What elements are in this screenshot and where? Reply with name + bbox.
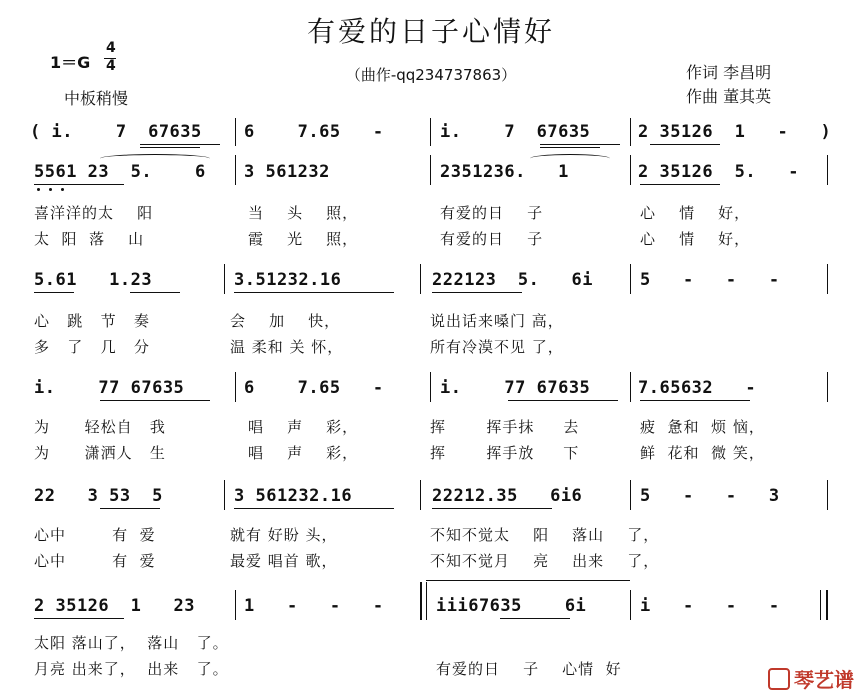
row4-measure3: i. 77 67635	[440, 378, 591, 398]
barline	[827, 264, 828, 294]
barline	[430, 118, 431, 146]
lyric-line: 为 潇洒人 生	[34, 444, 166, 462]
final-barline	[820, 590, 821, 620]
lyric-line: 心中 有 爱	[34, 526, 156, 544]
beam	[508, 400, 618, 401]
beam	[640, 400, 750, 401]
row1-measure1: ( i. 7 67635	[30, 122, 202, 142]
logo-icon	[768, 668, 790, 690]
row6-measure4: i - - -	[640, 596, 780, 616]
barline	[630, 118, 631, 146]
lyric-line: 所有冷漠不见 了，	[430, 338, 564, 356]
beam	[540, 144, 620, 145]
beam	[234, 508, 394, 509]
lyric-line: 太 阳 落 山	[34, 230, 145, 248]
lyric-line: 喜洋洋的太 阳	[34, 204, 154, 222]
song-title: 有爱的日子心情好	[306, 15, 555, 48]
lyric-line: 疲 惫和 烦 恼，	[640, 418, 765, 436]
row3-measure3: 222123 5. 6i	[432, 270, 594, 290]
row4-measure4: 7.65632 -	[638, 378, 757, 398]
barline	[630, 372, 631, 402]
final-barline	[826, 590, 828, 620]
lyric-line: 有爱的日 子	[440, 230, 544, 248]
barline	[420, 480, 421, 510]
lyric-line: 不知不觉太 阳 落山 了，	[430, 526, 660, 544]
lyric-line: 月亮 出来了， 出来 了。	[34, 660, 229, 678]
barline	[235, 590, 236, 620]
row5-measure3: 22212.35 6i6	[432, 486, 583, 506]
beam	[140, 144, 220, 145]
row2-measure3: 2351236. 1	[440, 162, 569, 182]
beam	[234, 292, 394, 293]
low-octave-dot	[37, 188, 40, 191]
low-octave-dot	[49, 188, 52, 191]
lyric-line: 心 情 好，	[640, 204, 751, 222]
lyric-line: 不知不觉月 亮 出来 了，	[430, 552, 660, 570]
beam	[500, 618, 570, 619]
lyric-line: 就有 好盼 头，	[230, 526, 338, 544]
repeat-barline	[426, 582, 427, 620]
row3-measure2: 3.51232.16	[234, 270, 342, 290]
lyric-line: 当 头 照，	[248, 204, 359, 222]
barline	[827, 372, 828, 402]
row2-measure1: 5561 23 5. 6	[34, 162, 206, 182]
lyric-line: 挥 挥手抹 去	[430, 418, 580, 436]
lyric-line: 心 情 好，	[640, 230, 751, 248]
barline	[235, 118, 236, 146]
barline	[235, 372, 236, 402]
time-signature-bottom: 4	[106, 58, 116, 74]
beam	[130, 292, 180, 293]
barline	[224, 264, 225, 294]
barline	[420, 264, 421, 294]
slur	[530, 154, 610, 163]
lyric-line: 挥 挥手放 下	[430, 444, 580, 462]
beam	[432, 292, 522, 293]
barline	[235, 155, 236, 185]
key-signature: 1＝G	[50, 53, 91, 72]
beam	[100, 508, 160, 509]
barline	[630, 264, 631, 294]
beam	[640, 184, 720, 185]
lyric-line: 多 了 几 分	[34, 338, 150, 356]
row1-measure4: 2 35126 1 - )	[638, 122, 832, 142]
volta-bracket	[426, 580, 630, 581]
row6-measure3: iii67635 6i	[436, 596, 587, 616]
time-signature-top: 4	[106, 40, 116, 56]
lyric-line: 太阳 落山了， 落山 了。	[34, 634, 229, 652]
low-octave-dot	[61, 188, 64, 191]
slur	[100, 154, 210, 163]
lyric-line: 心中 有 爱	[34, 552, 156, 570]
beam	[432, 508, 552, 509]
watermark-logo	[754, 640, 854, 693]
repeat-barline	[420, 582, 422, 620]
barline	[224, 480, 225, 510]
lyric-line: 有爱的日 子	[440, 204, 544, 222]
row2-measure2: 3 561232	[244, 162, 330, 182]
barline	[430, 372, 431, 402]
barline	[827, 155, 828, 185]
row4-measure2: 6 7.65 -	[244, 378, 384, 398]
row6-measure1: 2 35126 1 23	[34, 596, 196, 616]
lyric-line: 温 柔和 关 怀，	[230, 338, 344, 356]
beam	[650, 144, 720, 145]
lyric-line: 为 轻松自 我	[34, 418, 166, 436]
lyric-line: 唱 声 彩，	[248, 444, 359, 462]
composer-credit: 作曲 董其英	[686, 87, 772, 106]
beam	[34, 184, 124, 185]
row5-measure4: 5 - - 3	[640, 486, 780, 506]
lyric-line: 最爱 唱首 歌，	[230, 552, 338, 570]
song-subtitle: （曲作-qq234737863）	[345, 66, 517, 84]
lyric-line: 心 跳 节 奏	[34, 312, 150, 330]
tempo-marking: 中板稍慢	[64, 89, 129, 108]
lyric-line: 会 加 快，	[230, 312, 341, 330]
lyric-line: 唱 声 彩，	[248, 418, 359, 436]
beam	[34, 618, 124, 619]
row4-measure1: i. 77 67635	[34, 378, 185, 398]
beam	[100, 400, 210, 401]
row1-measure2: 6 7.65 -	[244, 122, 384, 142]
row6-measure2: 1 - - -	[244, 596, 384, 616]
barline	[827, 480, 828, 510]
row1-measure3: i. 7 67635	[440, 122, 591, 142]
row5-measure2: 3 561232.16	[234, 486, 353, 506]
lyric-line: 鲜 花和 微 笑，	[640, 444, 765, 462]
lyric-line: 有爱的日 子 心情 好	[436, 660, 622, 678]
row2-measure4: 2 35126 5. -	[638, 162, 800, 182]
beam	[34, 292, 74, 293]
barline	[430, 155, 431, 185]
row3-measure4: 5 - - -	[640, 270, 780, 290]
barline	[630, 480, 631, 510]
watermark-text: 琴艺谱	[794, 668, 854, 692]
beam	[540, 147, 600, 148]
beam	[140, 147, 200, 148]
lyric-line: 说出话来嗓门 高，	[430, 312, 564, 330]
barline	[630, 590, 631, 620]
barline	[630, 155, 631, 185]
row5-measure1: 22 3 53 5	[34, 486, 163, 506]
row3-measure1: 5.61 1.23	[34, 270, 153, 290]
lyric-line: 霞 光 照，	[248, 230, 359, 248]
lyricist-credit: 作词 李昌明	[686, 63, 772, 82]
